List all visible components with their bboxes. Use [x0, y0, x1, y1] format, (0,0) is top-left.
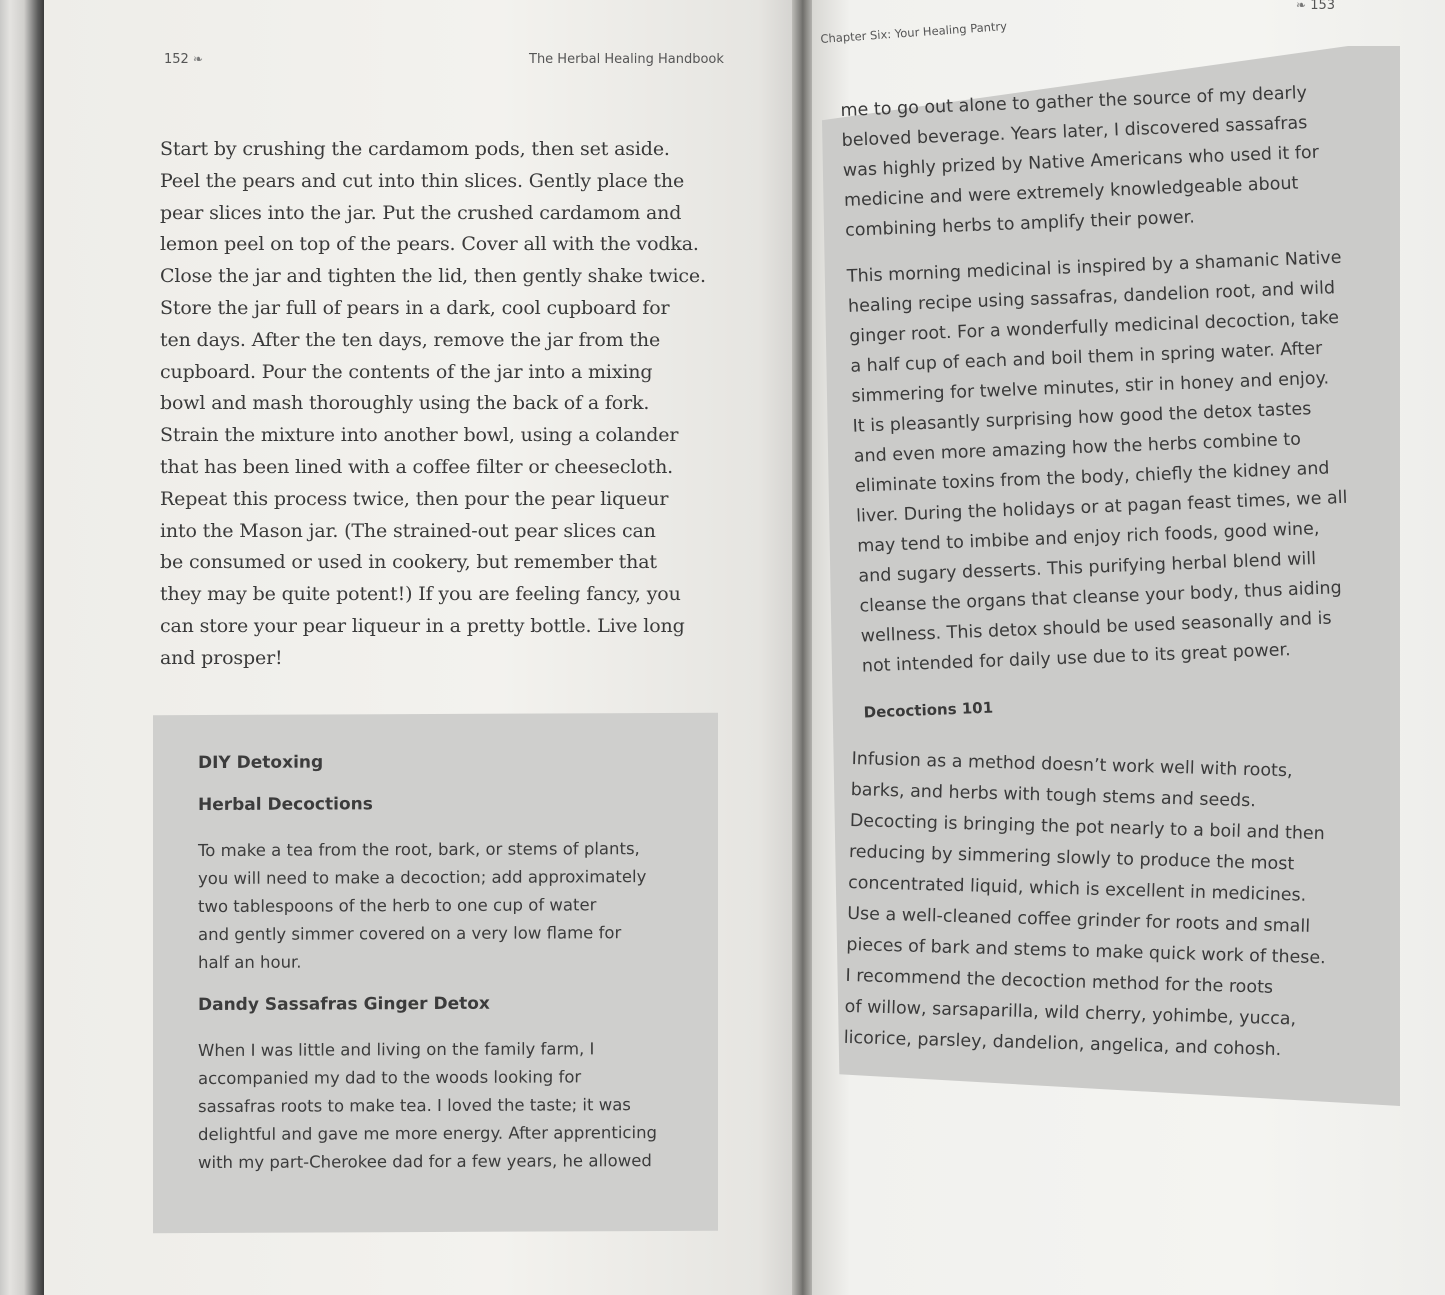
left-body-paragraph — [160, 134, 720, 675]
text-line: not intended for daily use due to its great power. — [861, 640, 1292, 677]
right-upper-text — [840, 77, 1364, 728]
text-line: Use a well-cleaned coffee grinder for roots and small — [846, 903, 1311, 937]
text-line: licorice, parsley, dandelion, angelica, and cohosh. — [843, 1027, 1282, 1061]
diy-detoxing-sidebar — [153, 713, 718, 1233]
text-line: Close the jar and tighten the lid, then gently shake twice. — [160, 265, 706, 288]
page-number-text: 153 — [1310, 0, 1336, 13]
text-line: Store the jar full of pears in a dark, cool cupboard for — [160, 296, 670, 319]
text-line: be consumed or used in cookery, but remember that — [160, 551, 657, 574]
text-line: medicine and were extremely knowledgeable about — [843, 173, 1299, 211]
text-line: delightful and gave me more energy. After apprenticing — [198, 1123, 658, 1145]
text-line: combining herbs to amplify their power. — [844, 207, 1196, 241]
text-line: they may be quite potent!) If you are feeling fancy, you — [160, 583, 681, 606]
text-line: can store your pear liqueur in a pretty bottle. Live long — [160, 614, 685, 637]
text-line: It is pleasantly surprising how good the detox tastes — [852, 399, 1312, 437]
text-line: Start by crushing the cardamom pods, then set aside. — [160, 138, 670, 160]
text-line: To make a tea from the root, bark, or stems of plants, — [198, 839, 640, 861]
text-line: pear slices into the jar. Put the crushed cardamom and — [160, 201, 682, 224]
text-line: ten days. After the ten days, remove the jar from the — [160, 328, 661, 351]
text-line: barks, and herbs with tough stems and seeds. — [850, 779, 1257, 812]
text-line: you will need to make a decoction; add approximately — [198, 867, 647, 889]
left-running-head: The Herbal Healing Handbook — [529, 52, 724, 67]
text-line: simmering for twelve minutes, stir in honey and enjoy. — [851, 368, 1330, 407]
text-line: that has been lined with a coffee filter or cheesecloth. — [160, 455, 674, 478]
text-line: was highly prized by Native Americans who used it for — [842, 142, 1320, 181]
text-line: Strain the mixture into another bowl, using a colander — [160, 424, 679, 447]
section-title: Decoctions 101 — [863, 698, 994, 722]
text-line: half an hour. — [198, 952, 302, 973]
text-line: Peel the pears and cut into thin slices. Gently place the — [160, 169, 685, 192]
text-line: concentrated liquid, which is excellent in medicines. — [847, 872, 1307, 906]
text-line: beloved beverage. Years later, I discovered sassafras — [841, 113, 1308, 151]
text-line: eliminate toxins from the body, chiefly the kidney and — [854, 458, 1330, 497]
decoction-paragraph — [198, 835, 698, 977]
text-line: ginger root. For a wonderfully medicinal decoction, take — [848, 308, 1340, 347]
recipe-title: Dandy Sassafras Ginger Detox — [198, 993, 490, 1016]
text-line: lemon peel on top of the pears. Cover all with the vodka. — [160, 233, 699, 256]
text-line: of willow, sarsaparilla, wild cherry, yohimbe, yucca, — [844, 996, 1297, 1030]
text-line: and sugary desserts. This purifying herbal blend will — [858, 549, 1317, 587]
text-line: pieces of bark and stems to make quick work of these. — [846, 934, 1327, 969]
text-line: When I was little and living on the family farm, I — [198, 1039, 595, 1061]
text-line: two tablespoons of the herb to one cup of water — [198, 895, 597, 917]
decoctions-101-paragraph — [843, 744, 1351, 1068]
book-page-edges — [0, 0, 44, 1295]
text-line: a half cup of each and boil them in spring water. After — [850, 338, 1323, 377]
text-line: accompanied my dad to the woods looking for — [198, 1067, 582, 1089]
text-line: and even more amazing how the herbs combine to — [853, 429, 1302, 467]
text-line: me to go out alone to gather the source of my dearly — [840, 83, 1308, 121]
text-line: with my part-Cherokee dad for a few years, he allowed — [198, 1151, 652, 1173]
text-line: and prosper! — [160, 646, 283, 669]
right-page-number — [1296, 0, 1335, 13]
text-line: cupboard. Pour the contents of the jar into a mixing — [160, 360, 653, 383]
leaf-ornament-icon: ❧ — [1296, 0, 1307, 12]
detox-recipe-paragraph — [846, 243, 1362, 682]
recipe-paragraph — [198, 1035, 698, 1177]
sidebar-subtitle: Herbal Decoctions — [198, 794, 373, 816]
text-line: sassafras roots to make tea. I loved the taste; it was — [198, 1095, 631, 1117]
sidebar-title: DIY Detoxing — [198, 752, 324, 774]
text-line: liver. During the holidays or at pagan feast times, we all — [855, 487, 1348, 527]
text-line: Infusion as a method doesn’t work well with roots, — [851, 748, 1293, 782]
text-line: into the Mason jar. (The strained-out pear slices can — [160, 519, 656, 542]
left-page-number — [164, 52, 203, 67]
right-lower-text — [843, 744, 1351, 1068]
right-running-head: Chapter Six: Your Healing Pantry — [820, 18, 1008, 46]
text-line: and gently simmer covered on a very low flame for — [198, 923, 622, 945]
leaf-ornament-icon: ❧ — [192, 52, 204, 66]
text-line: I recommend the decoction method for the roots — [845, 965, 1274, 998]
text-line: Decocting is bringing the pot nearly to a boil and then — [849, 810, 1326, 845]
text-line: may tend to imbibe and enjoy rich foods, good wine, — [856, 518, 1320, 557]
text-line: wellness. This detox should be used seasonally and is — [860, 608, 1332, 647]
text-line: bowl and mash thoroughly using the back of a fork. — [160, 392, 650, 415]
page-number-text: 152 — [164, 52, 189, 67]
text-line: reducing by simmering slowly to produce the most — [848, 841, 1295, 875]
text-line: Repeat this process twice, then pour the pear liqueur — [160, 487, 669, 510]
sassafras-paragraph — [840, 77, 1345, 246]
text-line: cleanse the organs that cleanse your body, thus aiding — [859, 578, 1343, 617]
text-line: This morning medicinal is inspired by a shamanic Native — [846, 247, 1342, 287]
text-line: healing recipe using sassafras, dandelion root, and wild — [847, 278, 1336, 317]
